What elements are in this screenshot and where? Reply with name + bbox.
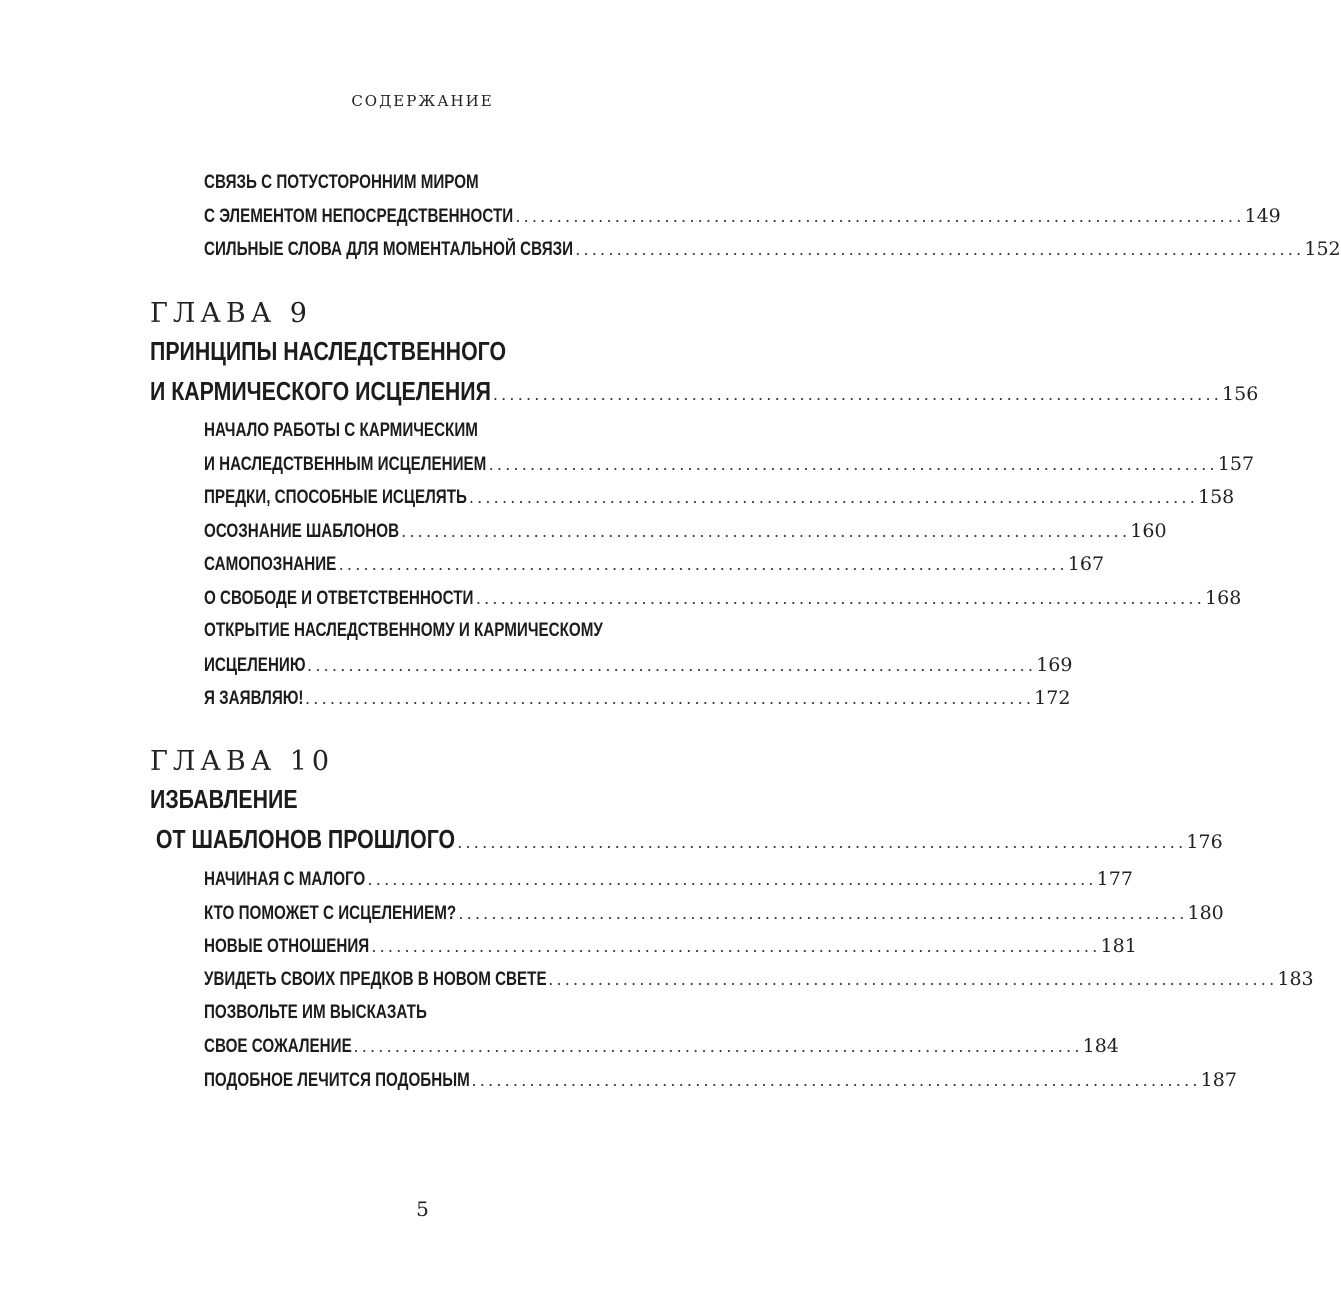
toc-entry-page: 172 [1034, 687, 1071, 709]
page-number: 5 [416, 1197, 429, 1221]
dot-leader: ........................................................................................ [401, 522, 1131, 541]
toc-entry-page: 180 [1187, 902, 1224, 924]
dot-leader: ........................................................................................ [353, 1037, 1083, 1056]
toc-entry-page: 181 [1100, 935, 1137, 957]
dot-leader: ........................................................................................ [458, 904, 1188, 923]
chapter-title-line: ИЗБАВЛЕНИЕ [150, 784, 298, 814]
toc-entry-title: ПРЕДКИ, СПОСОБНЫЕ ИСЦЕЛЯТЬ [204, 487, 467, 508]
chapter-label: ГЛАВА 10 [150, 746, 335, 777]
toc-entry[interactable] [204, 172, 712, 194]
toc-entry-page: 149 [1244, 205, 1281, 227]
toc-entry-page: 167 [1067, 553, 1105, 575]
toc-entry[interactable] [204, 553, 1105, 576]
toc-entry[interactable] [204, 1035, 1119, 1058]
toc-entry[interactable] [204, 968, 1314, 991]
toc-entry-page: 157 [1217, 453, 1255, 475]
toc-entry-title: НОВЫЕ ОТНОШЕНИЯ [204, 936, 370, 957]
toc-entry-page: 160 [1130, 520, 1167, 542]
toc-entry[interactable] [204, 902, 1224, 925]
toc-entry-page: 152 [1304, 238, 1341, 260]
toc-entry[interactable] [204, 687, 1071, 710]
dot-leader: ........................................................................................ [338, 555, 1068, 574]
toc-entry-title: ПОЗВОЛЬТЕ ИМ ВЫСКАЗАТЬ [204, 1002, 427, 1023]
dot-leader: ........................................................................................ [548, 970, 1278, 989]
chapter-page: 156 [1222, 383, 1259, 405]
toc-entry-title: ОТКРЫТИЕ НАСЛЕДСТВЕННОМУ И КАРМИЧЕСКОМУ [204, 620, 603, 641]
toc-entry-page: 177 [1096, 868, 1133, 890]
toc-entry-title: ИСЦЕЛЕНИЮ [204, 655, 306, 676]
dot-leader: ........................................................................................ [488, 455, 1218, 474]
toc-entry-title: О СВОБОДЕ И ОТВЕТСТВЕННОСТИ [204, 588, 474, 609]
chapter-title-line: ОТ ШАБЛОНОВ ПРОШЛОГО [150, 824, 456, 854]
toc-entry-title: НАЧАЛО РАБОТЫ С КАРМИЧЕСКИМ [204, 420, 478, 441]
toc-entry[interactable] [204, 587, 1242, 610]
toc-entry[interactable] [204, 935, 1137, 958]
chapter-title[interactable] [150, 376, 1259, 407]
toc-entry[interactable] [204, 486, 1235, 509]
toc-entry[interactable] [204, 1002, 712, 1024]
toc-entry-title: СВОЕ СОЖАЛЕНИЕ [204, 1036, 352, 1057]
toc-entry[interactable] [204, 620, 712, 642]
toc-entry-title: СИЛЬНЫЕ СЛОВА ДЛЯ МОМЕНТАЛЬНОЙ СВЯЗИ [204, 239, 574, 260]
chapter-title[interactable] [150, 784, 712, 815]
running-header: СОДЕРЖАНИЕ [351, 92, 494, 110]
chapter-title-line: И КАРМИЧЕСКОГО ИСЦЕЛЕНИЯ [150, 376, 491, 406]
dot-leader: ........................................................................................ [475, 589, 1206, 608]
toc-entry-title: ПОДОБНОЕ ЛЕЧИТСЯ ПОДОБНЫМ [204, 1070, 470, 1091]
toc-entry-title: СВЯЗЬ С ПОТУСТОРОННИМ МИРОМ [204, 172, 479, 193]
dot-leader: ........................................................................................ [492, 385, 1223, 404]
toc-entry-title: САМОПОЗНАНИЕ [204, 554, 337, 575]
toc-entry[interactable] [204, 868, 1133, 891]
toc-entry[interactable] [204, 238, 1341, 261]
dot-leader: ........................................................................................ [367, 870, 1097, 889]
chapter-title-line: ПРИНЦИПЫ НАСЛЕДСТВЕННОГО [150, 336, 507, 366]
toc-entry-title: ОСОЗНАНИЕ ШАБЛОНОВ [204, 521, 400, 542]
toc-entry[interactable] [204, 654, 1073, 677]
dot-leader: ........................................................................................ [575, 240, 1305, 259]
toc-entry-page: 168 [1205, 587, 1242, 609]
toc-entry[interactable] [204, 205, 1281, 228]
toc-entry-page: 183 [1277, 968, 1314, 990]
dot-leader: ........................................................................................ [457, 833, 1187, 852]
toc-entry[interactable] [204, 520, 1167, 543]
toc-entry-page: 169 [1036, 654, 1073, 676]
dot-leader: ........................................................................................ [305, 689, 1035, 708]
dot-leader: ........................................................................................ [515, 207, 1245, 226]
dot-leader: ........................................................................................ [307, 656, 1037, 675]
toc-entry-title: И НАСЛЕДСТВЕННЫМ ИСЦЕЛЕНИЕМ [204, 454, 487, 475]
chapter-page: 176 [1186, 831, 1223, 853]
toc-entry-title: НАЧИНАЯ С МАЛОГО [204, 869, 366, 890]
toc-entry-title: С ЭЛЕМЕНТОМ НЕПОСРЕДСТВЕННОСТИ [204, 206, 514, 227]
toc-entry-page: 158 [1198, 486, 1235, 508]
chapter-title[interactable] [150, 824, 1223, 855]
toc-entry[interactable] [204, 453, 1255, 476]
toc-entry-page: 184 [1082, 1035, 1119, 1057]
toc-entry[interactable] [204, 420, 712, 442]
toc-entry[interactable] [204, 1069, 1237, 1092]
toc-entry-title: УВИДЕТЬ СВОИХ ПРЕДКОВ В НОВОМ СВЕТЕ [204, 969, 547, 990]
toc-entry-title: КТО ПОМОЖЕТ С ИСЦЕЛЕНИЕМ? [204, 903, 457, 924]
toc-entry-title: Я ЗАЯВЛЯЮ! [204, 688, 304, 709]
chapter-title[interactable] [150, 336, 712, 367]
chapter-label: ГЛАВА 9 [150, 298, 312, 329]
toc-entry-page: 187 [1200, 1069, 1237, 1091]
dot-leader: ........................................................................................ [471, 1071, 1201, 1090]
dot-leader: ........................................................................................ [468, 488, 1198, 507]
dot-leader: ........................................................................................ [371, 937, 1101, 956]
